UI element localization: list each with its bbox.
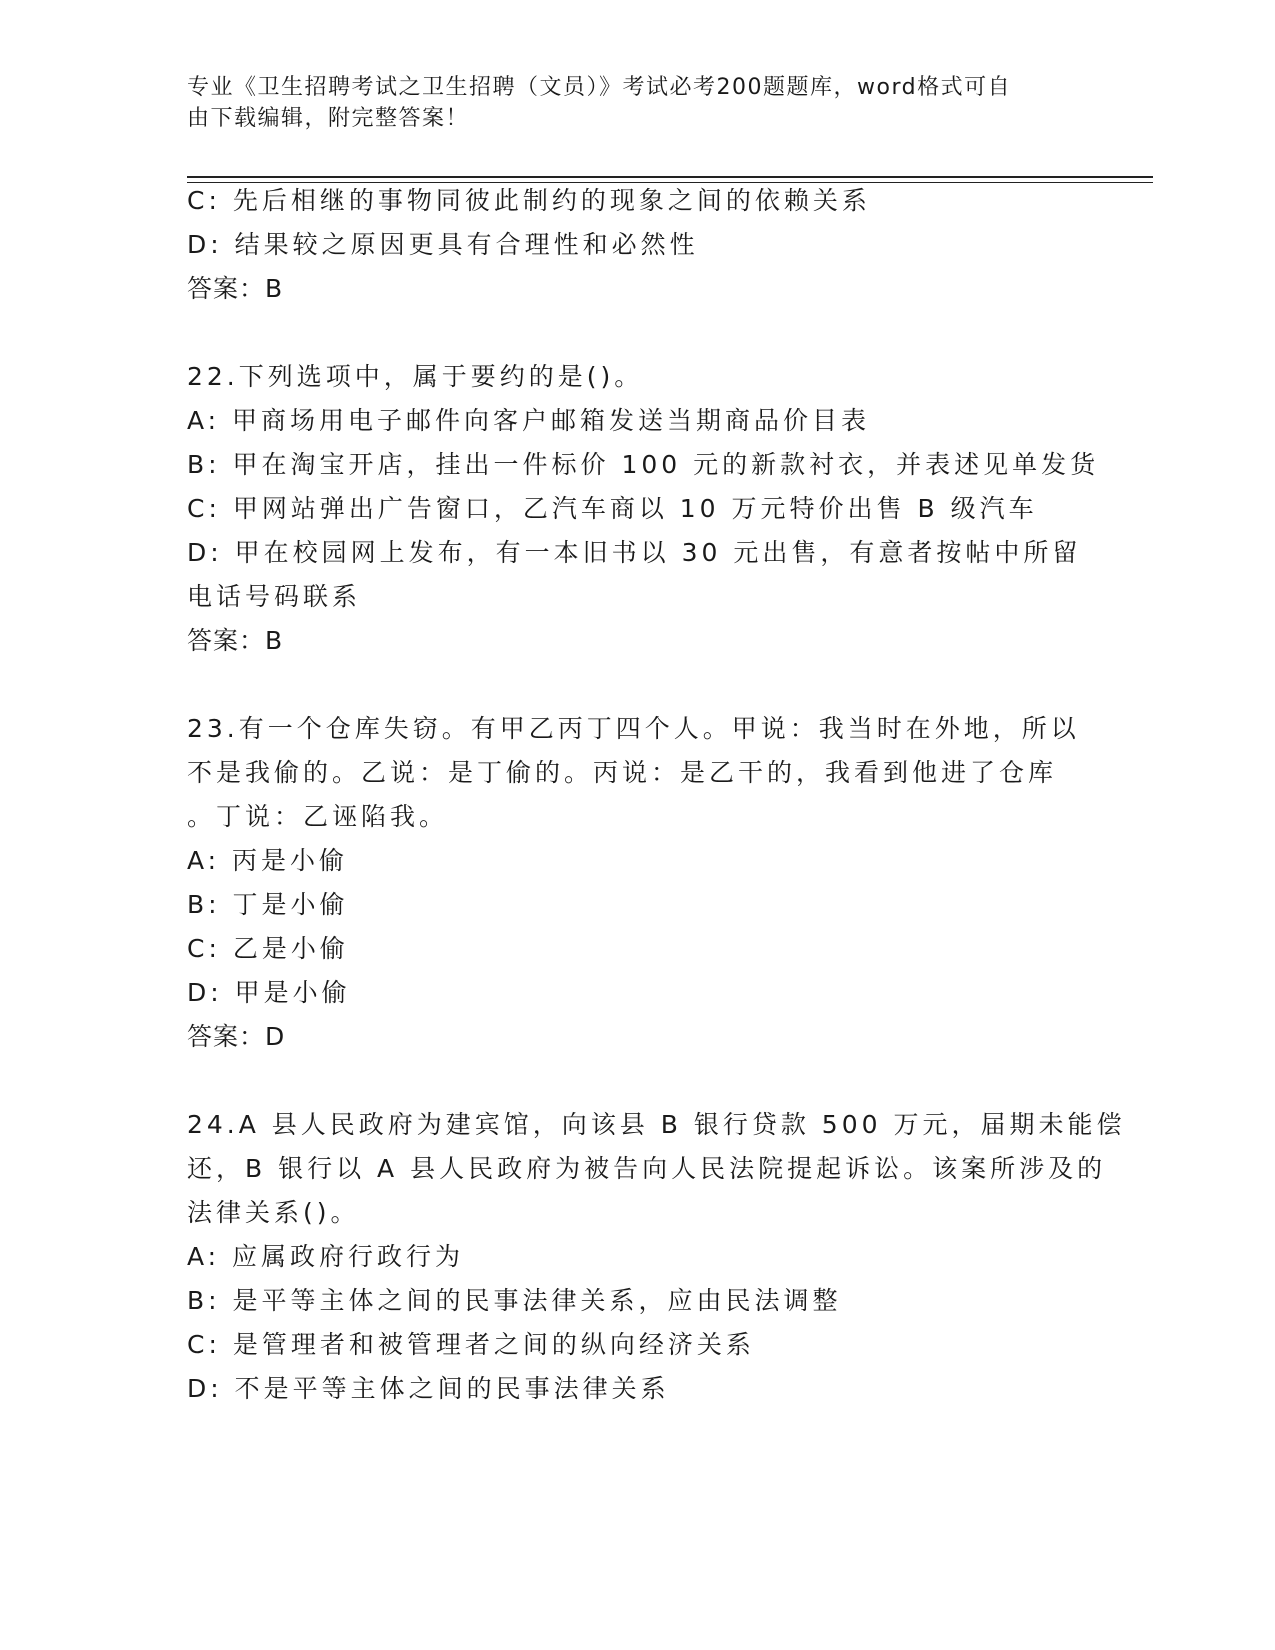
q22-option-c: C: 甲网站弹出广告窗口，乙汽车商以 10 万元特价出售 B 级汽车: [187, 494, 1038, 523]
q24-stem-line-1: 24.A 县人民政府为建宾馆，向该县 B 银行贷款 500 万元，届期未能偿: [187, 1110, 1126, 1139]
q24-stem-line-3: 法律关系()。: [187, 1198, 360, 1227]
q23-stem-line-3: 。丁说：乙诬陷我。: [187, 802, 449, 831]
q24-option-a: A: 应属政府行政行为: [187, 1242, 465, 1271]
q22-answer: 答案：B: [187, 626, 284, 655]
q23-stem-line-2: 不是我偷的。乙说：是丁偷的。丙说：是乙干的，我看到他进了仓库: [187, 758, 1058, 787]
header-divider-thin: [187, 182, 1153, 183]
q21-option-c: C: 先后相继的事物同彼此制约的现象之间的依赖关系: [187, 186, 871, 215]
document-header: [187, 72, 1067, 134]
q21-option-d: D: 结果较之原因更具有合理性和必然性: [187, 230, 699, 259]
q24-option-c: C: 是管理者和被管理者之间的纵向经济关系: [187, 1330, 755, 1359]
q22-stem: 22.下列选项中，属于要约的是()。: [187, 362, 644, 391]
q24-option-d: D: 不是平等主体之间的民事法律关系: [187, 1374, 670, 1403]
q22-option-a: A: 甲商场用电子邮件向客户邮箱发送当期商品价目表: [187, 406, 871, 435]
q22-option-d-line-1: D: 甲在校园网上发布，有一本旧书以 30 元出售，有意者按帖中所留: [187, 538, 1082, 567]
q24-option-b: B: 是平等主体之间的民事法律关系，应由民法调整: [187, 1286, 842, 1315]
q22-option-d-line-2: 电话号码联系: [187, 582, 362, 611]
q22-option-b: B: 甲在淘宝开店，挂出一件标价 100 元的新款衬衣，并表述见单发货: [187, 450, 1100, 479]
q21-answer: 答案：B: [187, 274, 284, 303]
q23-option-a: A: 丙是小偷: [187, 846, 349, 875]
header-title-line-2: 由下载编辑，附完整答案！: [187, 106, 470, 131]
q23-option-b: B: 丁是小偷: [187, 890, 349, 919]
header-divider-thick: [187, 176, 1153, 178]
q23-option-c: C: 乙是小偷: [187, 934, 349, 963]
q23-option-d: D: 甲是小偷: [187, 978, 351, 1007]
header-title-line-1: 专业《卫生招聘考试之卫生招聘（文员）》考试必考200题题库，word格式可自: [187, 75, 1012, 100]
q23-stem-line-1: 23.有一个仓库失窃。有甲乙丙丁四个人。甲说：我当时在外地，所以: [187, 714, 1080, 743]
q24-stem-line-2: 还，B 银行以 A 县人民政府为被告向人民法院提起诉讼。该案所涉及的: [187, 1154, 1107, 1183]
q23-answer: 答案：D: [187, 1022, 286, 1051]
